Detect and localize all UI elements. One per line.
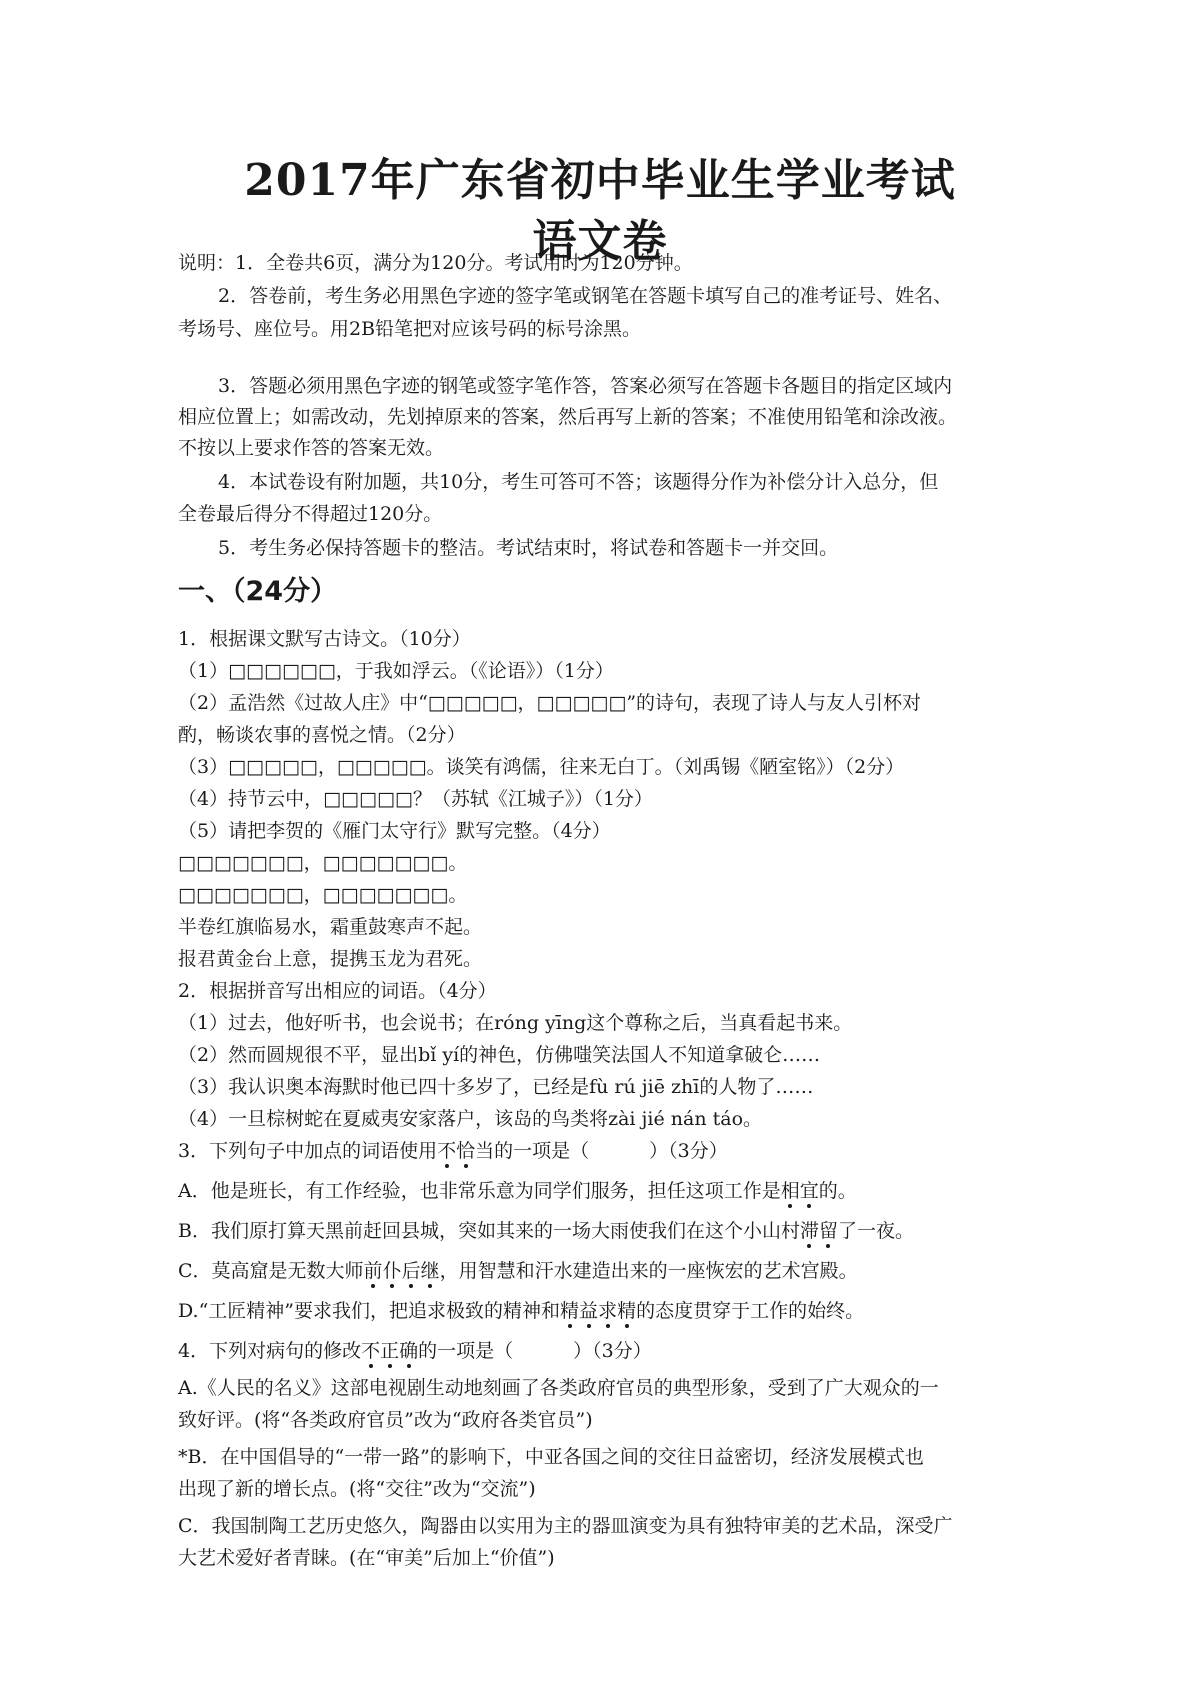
section-heading: 一、（24分） [178,576,338,607]
emphasis-char: 精 [617,1300,637,1322]
question-line: （5）请把李贺的《雁门太守行》默写完整。（4分） [178,820,611,842]
emphasis-char: 不 [361,1340,381,1362]
q4-stem-text: 的一项是（ [418,1340,514,1362]
emphasis-char: 求 [598,1300,618,1322]
question-line: 酌，畅谈农事的喜悦之情。（2分） [178,724,466,746]
emphasis-char: 益 [579,1300,599,1322]
q4-stem [178,1335,1048,1367]
dotted-word [361,1340,418,1362]
poem-line: □□□□□□□，□□□□□□□。 [178,884,468,906]
q4-option-line: C．我国制陶工艺历史悠久，陶器由以实用为主的器皿演变为具有独特审美的艺术品，深受广 [178,1515,953,1537]
emphasis-char: 宜 [799,1180,819,1202]
q4-stem-text: ）（3分） [573,1340,652,1362]
dotted-word [364,1260,440,1282]
q3-stem [178,1135,1048,1167]
option-text: B．我们原打算天黑前赶回县城，突如其来的一场大雨使我们在这个小山村 [178,1220,800,1242]
question-line: （1）过去，他好听书，也会说书；在róng yīng这个尊称之后，当真看起书来。 [178,1012,853,1034]
question-line: （1）□□□□□□，于我如浮云。（《论语》）（1分） [178,660,614,682]
q4-option-line: A.《人民的名义》这部电视剧生动地刻画了各类政府官员的典型形象，受到了广大观众的一 [178,1377,939,1399]
emphasis-char: 前 [363,1260,383,1282]
poem-line: 半卷红旗临易水，霜重鼓寒声不起。 [178,916,483,938]
emphasis-char: 确 [399,1340,419,1362]
question-line: （2）孟浩然《过故人庄》中“□□□□□，□□□□□”的诗句，表现了诗人与友人引杯对 [178,692,922,714]
dotted-word [560,1300,636,1322]
question-line: （4）持节云中，□□□□□？（苏轼《江城子》）（1分） [178,788,653,810]
emphasis-char: 恰 [456,1140,476,1162]
option-text: 的态度贯穿于工作的始终。 [636,1300,865,1322]
question-line: （3）我认识奥本海默时他已四十多岁了，已经是fù rú jiē zhī的人物了…… [178,1076,814,1098]
instruction-line: 全卷最后得分不得超过120分。 [178,503,443,525]
question-line: （3）□□□□□，□□□□□。谈笑有鸿儒，往来无白丁。（刘禹锡《陋室铭》）（2分） [178,756,905,778]
instruction-line: 考场号、座位号。用2B铅笔把对应该号码的标号涂黑。 [178,318,642,340]
option-text: 的。 [818,1180,857,1202]
instruction-line: 相应位置上；如需改动，先划掉原来的答案，然后再写上新的答案；不准使用铅笔和涂改液。 [178,406,958,428]
question-line: 2．根据拼音写出相应的词语。（4分） [178,980,497,1002]
q4-option-line: 出现了新的增长点。(将“交往”改为“交流”) [178,1478,536,1500]
q3-stem-text: 3．下列句子中加点的词语使用 [178,1140,438,1162]
dotted-word [781,1180,819,1202]
dotted-word [800,1220,838,1242]
q4-option-line: 大艺术爱好者青睐。(在“审美”后加上“价值”) [178,1547,555,1569]
q3-option-d [178,1295,1048,1327]
emphasis-char: 不 [437,1140,457,1162]
emphasis-char: 继 [420,1260,440,1282]
dotted-word [437,1140,475,1162]
q4-option-line: *B．在中国倡导的“一带一路”的影响下，中亚各国之间的交往日益密切，经济发展模式也 [178,1446,924,1468]
emphasis-char: 正 [380,1340,400,1362]
option-text: A．他是班长，有工作经验，也非常乐意为同学们服务，担任这项工作是 [178,1180,781,1202]
q4-option-line: 致好评。(将“各类政府官员”改为“政府各类官员”) [178,1409,593,1431]
emphasis-char: 精 [560,1300,580,1322]
option-text: D.“工匠精神”要求我们，把追求极致的精神和 [178,1300,561,1322]
instruction-line: 3．答题必须用黑色字迹的钢笔或签字笔作答，答案必须写在答题卡各题目的指定区域内 [218,375,953,397]
emphasis-char: 滞 [799,1220,819,1242]
question-line: （2）然而圆规很不平，显出bǐ yí的神色，仿佛嗤笑法国人不知道拿破仑…… [178,1044,821,1066]
option-text: 了一夜。 [838,1220,915,1242]
instruction-line: 5．考生务必保持答题卡的整洁。考试结束时，将试卷和答题卡一并交回。 [218,537,839,559]
emphasis-char: 仆 [382,1260,402,1282]
question-line: 1．根据课文默写古诗文。（10分） [178,628,471,650]
q3-option-a [178,1175,1048,1207]
instruction-line: 2．答卷前，考生务必用黑色字迹的签字笔或钢笔在答题卡填写自己的准考证号、姓名、 [218,285,953,307]
q3-option-b [178,1215,1048,1247]
q3-option-c [178,1255,1048,1287]
exam-subtitle: 语文卷 [532,216,668,267]
q3-stem-text: ）（3分） [649,1140,728,1162]
exam-title: 2017年广东省初中毕业生学业考试 [244,155,956,206]
emphasis-char: 后 [401,1260,421,1282]
option-text: C．莫高窟是无数大师 [178,1260,364,1282]
poem-line: □□□□□□□，□□□□□□□。 [178,852,468,874]
emphasis-char: 相 [780,1180,800,1202]
instruction-line: 不按以上要求作答的答案无效。 [178,437,445,459]
poem-line: 报君黄金台上意，提携玉龙为君死。 [178,948,483,970]
option-text: ，用智慧和汗水建造出来的一座恢宏的艺术宫殿。 [439,1260,858,1282]
q3-stem-text: 当的一项是（ [475,1140,590,1162]
instruction-line: 说明：1．全卷共6页，满分为120分。考试用时为120分钟。 [178,252,693,274]
question-line: （4）一旦棕树蛇在夏威夷安家落户，该岛的鸟类将zài jié nán táo。 [178,1108,763,1130]
emphasis-char: 留 [818,1220,838,1242]
instruction-line: 4．本试卷设有附加题，共10分，考生可答可不答；该题得分作为补偿分计入总分，但 [218,471,939,493]
q4-stem-text: 4．下列对病句的修改 [178,1340,362,1362]
